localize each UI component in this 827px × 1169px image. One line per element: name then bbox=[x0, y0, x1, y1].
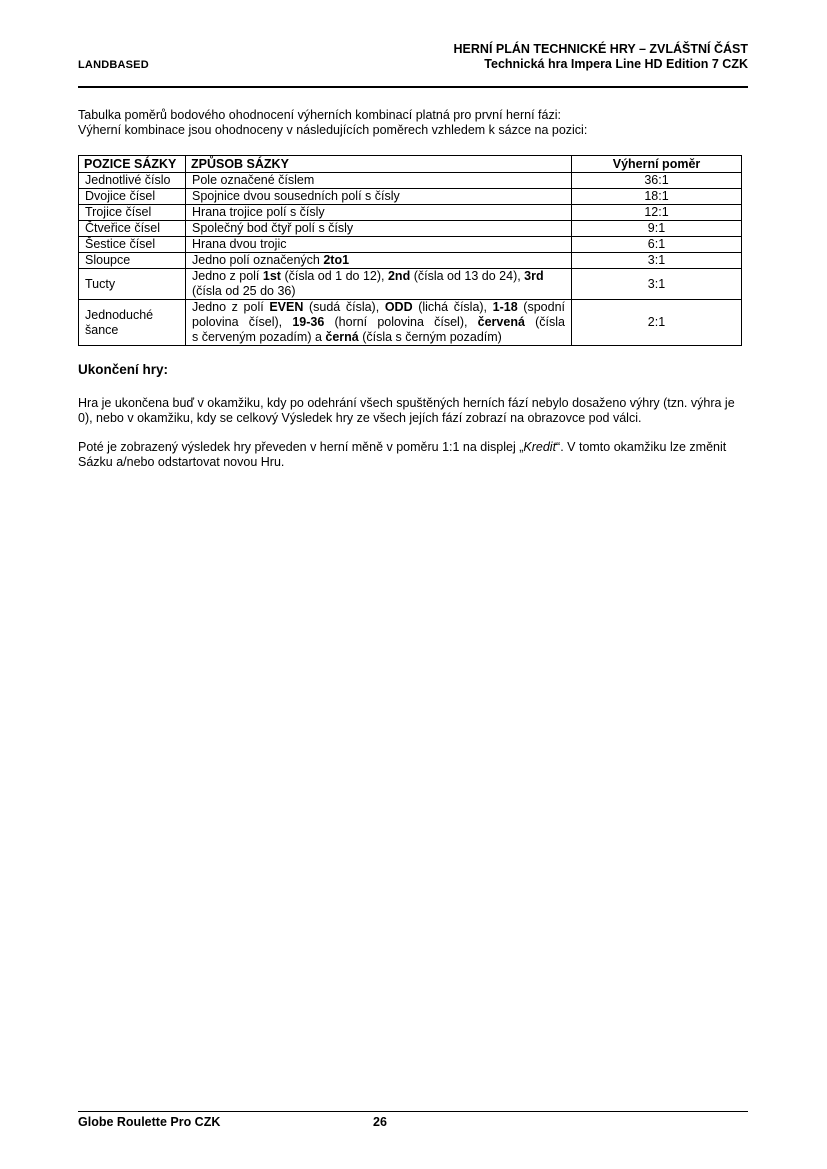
text-run: ODD bbox=[384, 300, 413, 314]
text-run: Hrana trojice polí s čísly bbox=[192, 205, 325, 219]
page-header bbox=[78, 42, 748, 72]
payout-table bbox=[78, 155, 742, 346]
text-run: červená bbox=[477, 315, 525, 329]
bet-position-cell: Tucty bbox=[79, 269, 186, 300]
payout-ratio-cell: 9:1 bbox=[572, 221, 742, 237]
header-title-block bbox=[454, 42, 748, 72]
bet-method-cell bbox=[186, 173, 572, 189]
page-footer bbox=[78, 1111, 748, 1130]
text-run: (čísla s černým pozadím) bbox=[358, 330, 502, 344]
bet-method-cell bbox=[186, 253, 572, 269]
table-row bbox=[79, 253, 742, 269]
text-run: černá bbox=[325, 330, 359, 344]
payout-ratio-cell: 18:1 bbox=[572, 189, 742, 205]
text-run: (lichá čísla), bbox=[412, 300, 493, 314]
text-run: Pole označené číslem bbox=[192, 173, 315, 187]
bet-position-cell: Dvojice čísel bbox=[79, 189, 186, 205]
bet-method-cell bbox=[186, 221, 572, 237]
paragraph-credit-transfer bbox=[78, 440, 748, 469]
text-run: (spodní polovina čísel), bbox=[192, 300, 565, 329]
text-run: 19-36 bbox=[292, 315, 325, 329]
payout-ratio-cell: 3:1 bbox=[572, 253, 742, 269]
bet-method-cell bbox=[186, 300, 572, 346]
table-row bbox=[79, 189, 742, 205]
footer-divider bbox=[78, 1111, 748, 1112]
bet-method-cell bbox=[186, 189, 572, 205]
bet-method-cell bbox=[186, 269, 572, 300]
payout-ratio-cell: 2:1 bbox=[572, 300, 742, 346]
text-run: Hrana dvou trojic bbox=[192, 237, 287, 251]
document-title: HERNÍ PLÁN TECHNICKÉ HRY – ZVLÁŠTNÍ ČÁST bbox=[453, 42, 748, 56]
payout-ratio-cell: 36:1 bbox=[572, 173, 742, 189]
text-run: (sudá čísla), bbox=[303, 300, 385, 314]
text-run: “. V tomto okamžiku lze změnit Sázku a/nebo odstartovat novou Hru. bbox=[78, 440, 727, 469]
intro-paragraph bbox=[78, 108, 748, 138]
text-run: Kredit bbox=[523, 440, 557, 455]
paragraph-game-end: Hra je ukončena buď v okamžiku, kdy po odehrání všech spuštěných herních fází nebylo dosaženo výhry (tzn. výhra je 0), nebo v okamžiku, kdy se celkový Výsledek hry ze všech jejích fází zobrazí na obrazovce pod válci. bbox=[78, 396, 735, 425]
table-row bbox=[79, 205, 742, 221]
text-run: 2to1 bbox=[323, 253, 350, 267]
text-run: 3rd bbox=[524, 269, 544, 283]
bet-position-cell: Čtveřice čísel bbox=[79, 221, 186, 237]
text-run: (čísla od 25 do 36) bbox=[192, 284, 296, 298]
column-header-zpusob-sazky: ZPŮSOB SÁZKY bbox=[186, 156, 572, 173]
text-run: Jedno z polí bbox=[192, 269, 263, 283]
header-divider bbox=[78, 86, 748, 88]
bet-position-cell: Šestice čísel bbox=[79, 237, 186, 253]
column-header-vyherni-pomer: Výherní poměr bbox=[572, 156, 742, 173]
payout-ratio-cell: 6:1 bbox=[572, 237, 742, 253]
table-row bbox=[79, 269, 742, 300]
table-row bbox=[79, 221, 742, 237]
text-run: Jedno polí označených bbox=[192, 253, 324, 267]
table-header-row bbox=[79, 156, 742, 173]
payout-table-body bbox=[79, 173, 742, 346]
header-landbased-label: LANDBASED bbox=[78, 59, 149, 71]
text-run: 1-18 bbox=[492, 300, 518, 314]
bet-position-cell: Trojice čísel bbox=[79, 205, 186, 221]
text-run: (čísla od 1 do 12), bbox=[280, 269, 388, 283]
footer-product-name: Globe Roulette Pro CZK bbox=[78, 1115, 221, 1129]
table-row bbox=[79, 173, 742, 189]
bet-position-cell: Jednotlivé číslo bbox=[79, 173, 186, 189]
column-header-pozice-sazky: POZICE SÁZKY bbox=[79, 156, 186, 173]
bet-position-cell: Jednoduché šance bbox=[79, 300, 186, 346]
text-run: 2nd bbox=[387, 269, 411, 283]
intro-line-2: Výherní kombinace jsou ohodnoceny v následujících poměrech vzhledem k sázce na pozici: bbox=[78, 123, 588, 137]
text-run: (čísla s červeným pozadím) a bbox=[192, 315, 565, 344]
intro-line-1: Tabulka poměrů bodového ohodnocení výherních kombinací platná pro první herní fázi: bbox=[78, 108, 561, 122]
text-run: Společný bod čtyř polí s čísly bbox=[192, 221, 354, 235]
text-run: Poté je zobrazený výsledek hry převeden v herní měně v poměru 1:1 na displej „ bbox=[78, 440, 524, 455]
page-number: 26 bbox=[373, 1115, 387, 1129]
bet-method-cell bbox=[186, 237, 572, 253]
text-run: (horní polovina čísel), bbox=[324, 315, 478, 329]
section-heading-ukonceni-hry: Ukončení hry: bbox=[78, 362, 169, 377]
payout-ratio-cell: 12:1 bbox=[572, 205, 742, 221]
payout-ratio-cell: 3:1 bbox=[572, 269, 742, 300]
text-run: 1st bbox=[262, 269, 281, 283]
text-run: Spojnice dvou sousedních polí s čísly bbox=[192, 189, 400, 203]
table-row bbox=[79, 300, 742, 346]
text-run: EVEN bbox=[269, 300, 304, 314]
bet-position-cell: Sloupce bbox=[79, 253, 186, 269]
table-row bbox=[79, 237, 742, 253]
text-run: (čísla od 13 do 24), bbox=[410, 269, 525, 283]
bet-method-cell bbox=[186, 205, 572, 221]
text-run: Jedno z polí bbox=[192, 300, 270, 314]
document-subtitle: Technická hra Impera Line HD Edition 7 CZK bbox=[484, 57, 748, 71]
